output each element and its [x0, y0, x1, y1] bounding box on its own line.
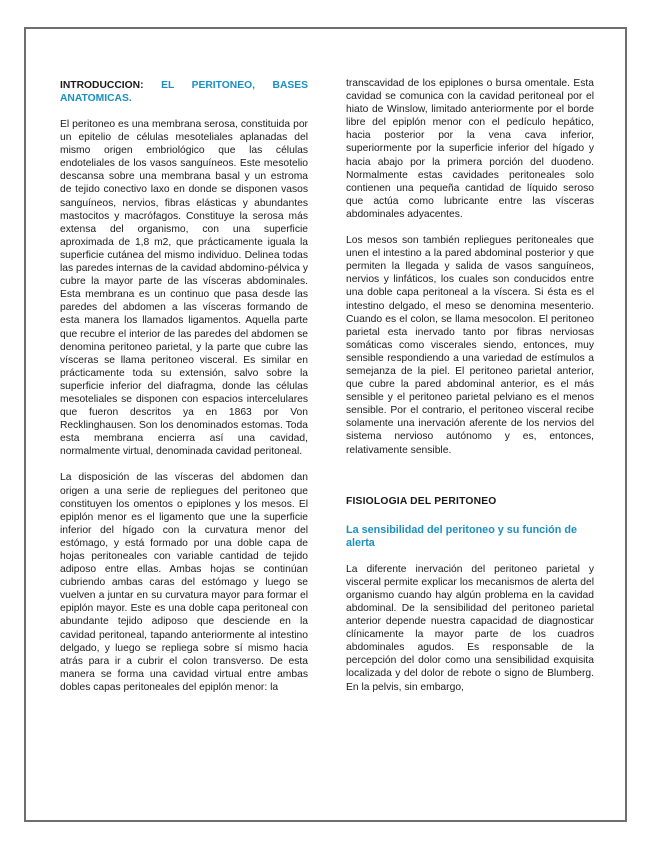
left-column — [60, 79, 308, 707]
section-title: FISIOLOGIA DEL PERITONEO — [346, 495, 497, 507]
mesos-paragraph: Los mesos son también repliegues peritoneales que unen el intestino a la pared abdominal posterior y que permiten la llegada y salida de vasos sanguíneos, nervios y linfáticos, los cuales son conducidos entre una doble capa peritoneal a la víscera. Si ésta es el intestino delgado, el meso se denomina mesenterio. Cuando es el colon, se llama mesocolon. El peritoneo parietal esta inervado tanto por fibras nerviosas somáticas como viscerales siendo, entonces, muy sensible respondiendo a una variedad de estímulos a semejanza de la piel. El peritoneo parietal anterior, que cubre la pared abdominal anterior, es el más sensible y el peritoneo parietal pelviano es el menos sensible. Por el contrario, el peritoneo visceral recibe solamente una inervación aferente de los nervios del sistema nervioso autónomo y es, entonces, relativamente sensible. — [346, 235, 594, 456]
intro-heading-label: INTRODUCCION: — [60, 80, 144, 91]
intro-heading — [60, 79, 308, 105]
page-frame — [24, 27, 627, 822]
right-column — [346, 77, 594, 707]
sensibilidad-paragraph: La diferente inervación del peritoneo parietal y visceral permite explicar los mecanismos de alerta del organismo cuando hay algún problema en la cavidad abdominal. De la sensibilidad del peritoneo parietal anterior depende nuestra capacidad de diagnosticar clínicamente la mayor parte de los cuadros abdominales agudos. Es responsable de la percepción del dolor como una sensibilidad exquisita localizada y del dolor de rebote o signo de Blumberg. En la pelvis, sin embargo, — [346, 563, 594, 693]
transcavidad-paragraph: transcavidad de los epiplones o bursa omentale. Esta cavidad se comunica con la cavidad peritoneal por el hiato de Winslow, limitado anteriormente por el borde libre del epiplón menor con el pedículo hepático, hacia posterior por la vena cava inferior, superiormente por la superficie inferior del hígado y hacia abajo por la primera porción del duodeno. Normalmente estas cavidades peritoneales solo contienen una pequeña cantidad de líquido seroso que actúa como lubricante entre las vísceras abdominales adyacentes. — [346, 78, 594, 220]
intro-paragraph-1: El peritoneo es una membrana serosa, constituida por un epitelio de células mesoteliales aplanadas del mismo origen embriológico que las células endoteliales de los vasos sanguíneos. Este mesotelio descansa sobre una membrana basal y un estroma de tejido conectivo laxo en donde se disponen vasos sanguíneos, nervios, fibras elásticas y abundantes mastocitos y macrófagos. Constituye la serosa más extensa del organismo, con una superficie aproximada de 1,8 m2, que prácticamente iguala la superficie cutánea del mismo individuo. Delinea todas las paredes internas de la cavidad abdomino-pélvica y cubre la mayor parte de las vísceras abdominales. Esta membrana es un continuo que pasa desde las paredes del abdomen a las vísceras formando de esta manera los llamados ligamentos. Aquella parte que recubre el interior de las paredes del abdomen se denomina peritoneo parietal, y la parte que cubre las vísceras se llama peritoneo visceral. Es similar en prácticamente toda su extensión, salvo sobre la superficie inferior del diafragma, donde las células mesoteliales se disponen con espacios intercelulares que fueron descritos ya en 1863 por Von Recklinghausen. Son los denominados estomas. Toda esta membrana encierra así una cavidad, normalmente virtual, denominada cavidad peritoneal. — [60, 119, 308, 458]
subsection-title: La sensibilidad del peritoneo y su función de alerta — [346, 523, 577, 549]
intro-paragraph-2: La disposición de las vísceras del abdomen dan origen a una serie de repliegues del peritoneo que constituyen los omentos o epiplones y los mesos. El epiplón menor es el ligamento que une la superficie inferior del hígado con la curvatura menor del estómago, y está formado por una doble capa de hojas peritoneales con variable cantidad de tejido adiposo entre ellas. Ambas hojas se continúan cubriendo ambas caras del estómago y luego se vuelven a juntar en su curvatura mayor para formar el epiplón mayor. Este es una doble capa peritoneal con abundante tejido adiposo que desciende en la cavidad peritoneal, tapando anteriormente al intestino delgado, y luego se repliega sobre sí mismo hacia atrás para ir a cubrir el colon transverso. De esta manera se forma una cavidad virtual entre ambas dobles capas peritoneales del epiplón menor: la — [60, 472, 308, 693]
section-spacer — [346, 470, 594, 495]
intro-heading-title: EL PERITONEO, BASES ANATOMICAS. — [60, 80, 308, 104]
